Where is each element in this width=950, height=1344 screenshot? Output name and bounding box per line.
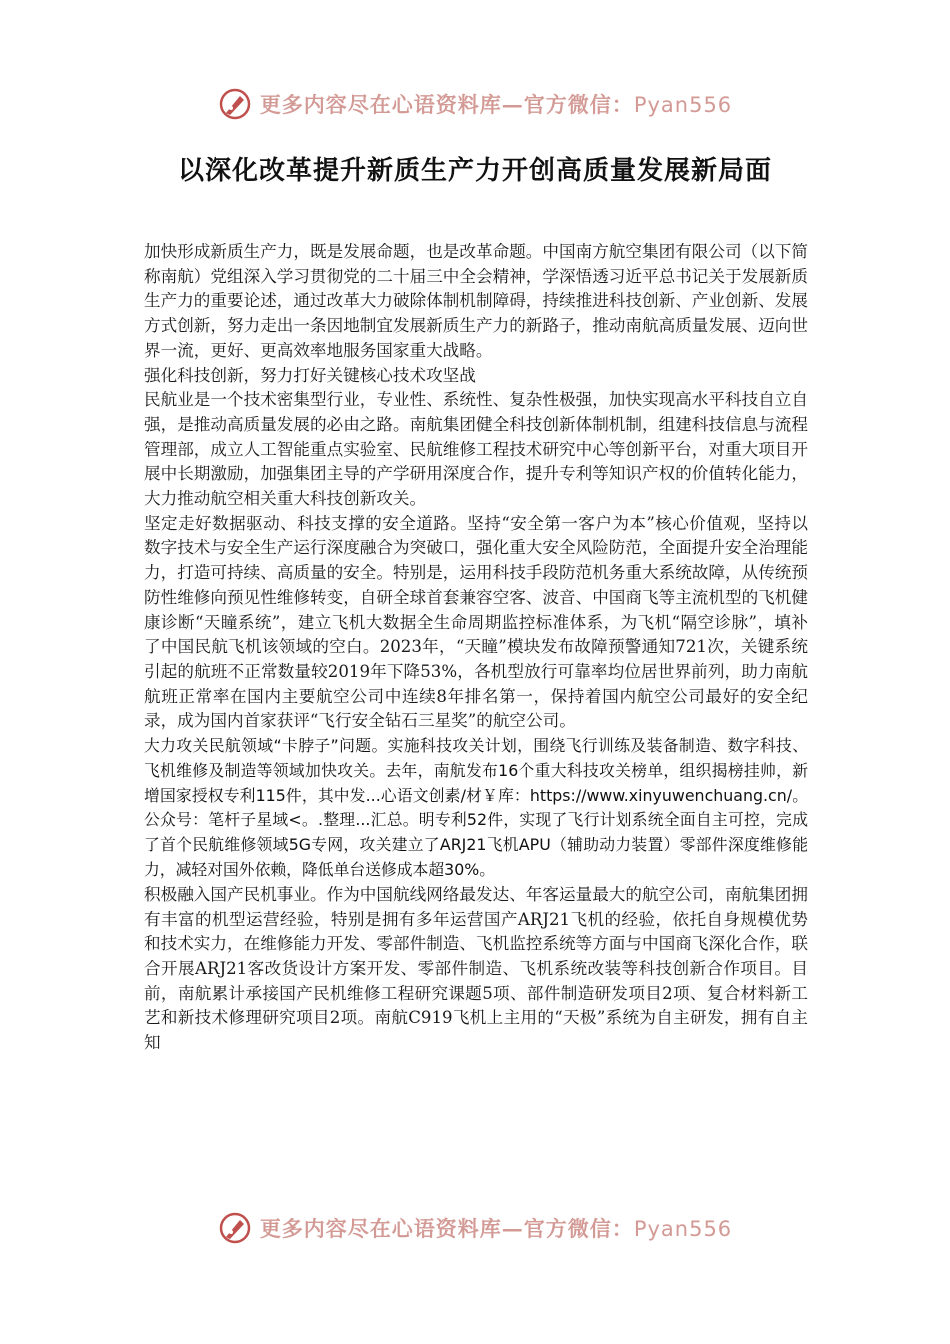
header-banner (0, 84, 950, 124)
paragraph: 民航业是一个技术密集型行业，专业性、系统性、复杂性极强，加快实现高水平科技自立自强，是推动高质量发展的必由之路。南航集团健全科技创新体制机制，组建科技信息与流程管理部，成立人工智能重点实验室、民航维修工程技术研究中心等创新平台，对重大项目开展中长期激励，加强集团主导的产学研用深度合作，提升专利等知识产权的价值转化能力，大力推动航空相关重大科技创新攻关。 (144, 390, 808, 509)
paragraph: 大力攻关民航领域“卡脖子”问题。实施科技攻关计划，围绕飞行训练及装备制造、数字科技、飞机维修及制造等领域加快攻关。去年，南航发布16个重大科技攻关榜单，组织揭榜挂帅，新增国家授权专利115件，其中发...心语文创素/材￥库：https://www.xinyuwenchuang.cn/。公众号：笔杆子星域<。.整理...汇总。明专利52件，实现了飞行计划系统全面自主可控，完成了首个民航维修领域5G专网，攻关建立了ARJ21飞机APU（辅助动力装置）零部件深度维修能力，减轻对国外依赖，降低单台送修成本超30%。 (144, 736, 808, 880)
banner-text: 更多内容尽在心语资料库—官方微信：Pyan556 (259, 1216, 733, 1241)
banner-text: 更多内容尽在心语资料库—官方微信：Pyan556 (259, 92, 733, 117)
paragraph: 积极融入国产民机事业。作为中国航线网络最发达、年客运量最大的航空公司，南航集团拥有丰富的机型运营经验，特别是拥有多年运营国产ARJ21飞机的经验，依托自身规模优势和技术实力，在维修能力开发、零部件制造、飞机监控系统等方面与中国商飞深化合作，联合开展ARJ21客改货设计方案开发、零部件制造、飞机系统改装等科技创新合作项目。目前，南航累计承接国产民机维修工程研究课题5项、部件制造研发项目2项、复合材料新工艺和新技术修理研究项目2项。南航C919飞机上主用的“天极”系统为自主研发，拥有自主知 (144, 884, 808, 1053)
pen-nib-icon (218, 87, 252, 121)
paragraph-intro: 加快形成新质生产力，既是发展命题，也是改革命题。中国南方航空集团有限公司（以下简称南航）党组深入学习贯彻党的二十届三中全会精神，学深悟透习近平总书记关于发展新质生产力的重要论述，通过改革大力破除体制机制障碍，持续推进科技创新、产业创新、发展方式创新，努力走出一条因地制宜发展新质生产力的新路子，推动南航高质量发展、迈向世界一流，更好、更高效率地服务国家重大战略。 (144, 242, 808, 360)
footer-banner (0, 1208, 950, 1248)
pen-nib-icon (218, 1211, 252, 1245)
paragraph: 坚定走好数据驱动、科技支撑的安全道路。坚持“安全第一客户为本”核心价值观，坚持以数字技术与安全生产运行深度融合为突破口，强化重大安全风险防范，全面提升安全治理能力，打造可持续、高质量的安全。特别是，运用科技手段防范机务重大系统故障，从传统预防性维修向预见性维修转变，自研全球首套兼容空客、波音、中国商飞等主流机型的飞机健康诊断“天瞳系统”，建立飞机大数据全生命周期监控标准体系，为飞机“隔空诊脉”，填补了中国民航飞机该领域的空白。2023年，“天瞳”模块发布故障预警通知721次，关键系统引起的航班不正常数量较2019年下降53%，各机型放行可靠率均位居世界前列，助力南航航班正常率在国内主要航空公司中连续8年排名第一，保持着国内航空公司最好的安全纪录，成为国内首家获评“飞行安全钻石三星奖”的航空公司。 (144, 513, 808, 731)
section-heading: 强化科技创新，努力打好关键核心技术攻坚战 (144, 365, 476, 385)
article-body (144, 240, 808, 1056)
page-title: 以深化改革提升新质生产力开创高质量发展新局面 (177, 156, 772, 186)
